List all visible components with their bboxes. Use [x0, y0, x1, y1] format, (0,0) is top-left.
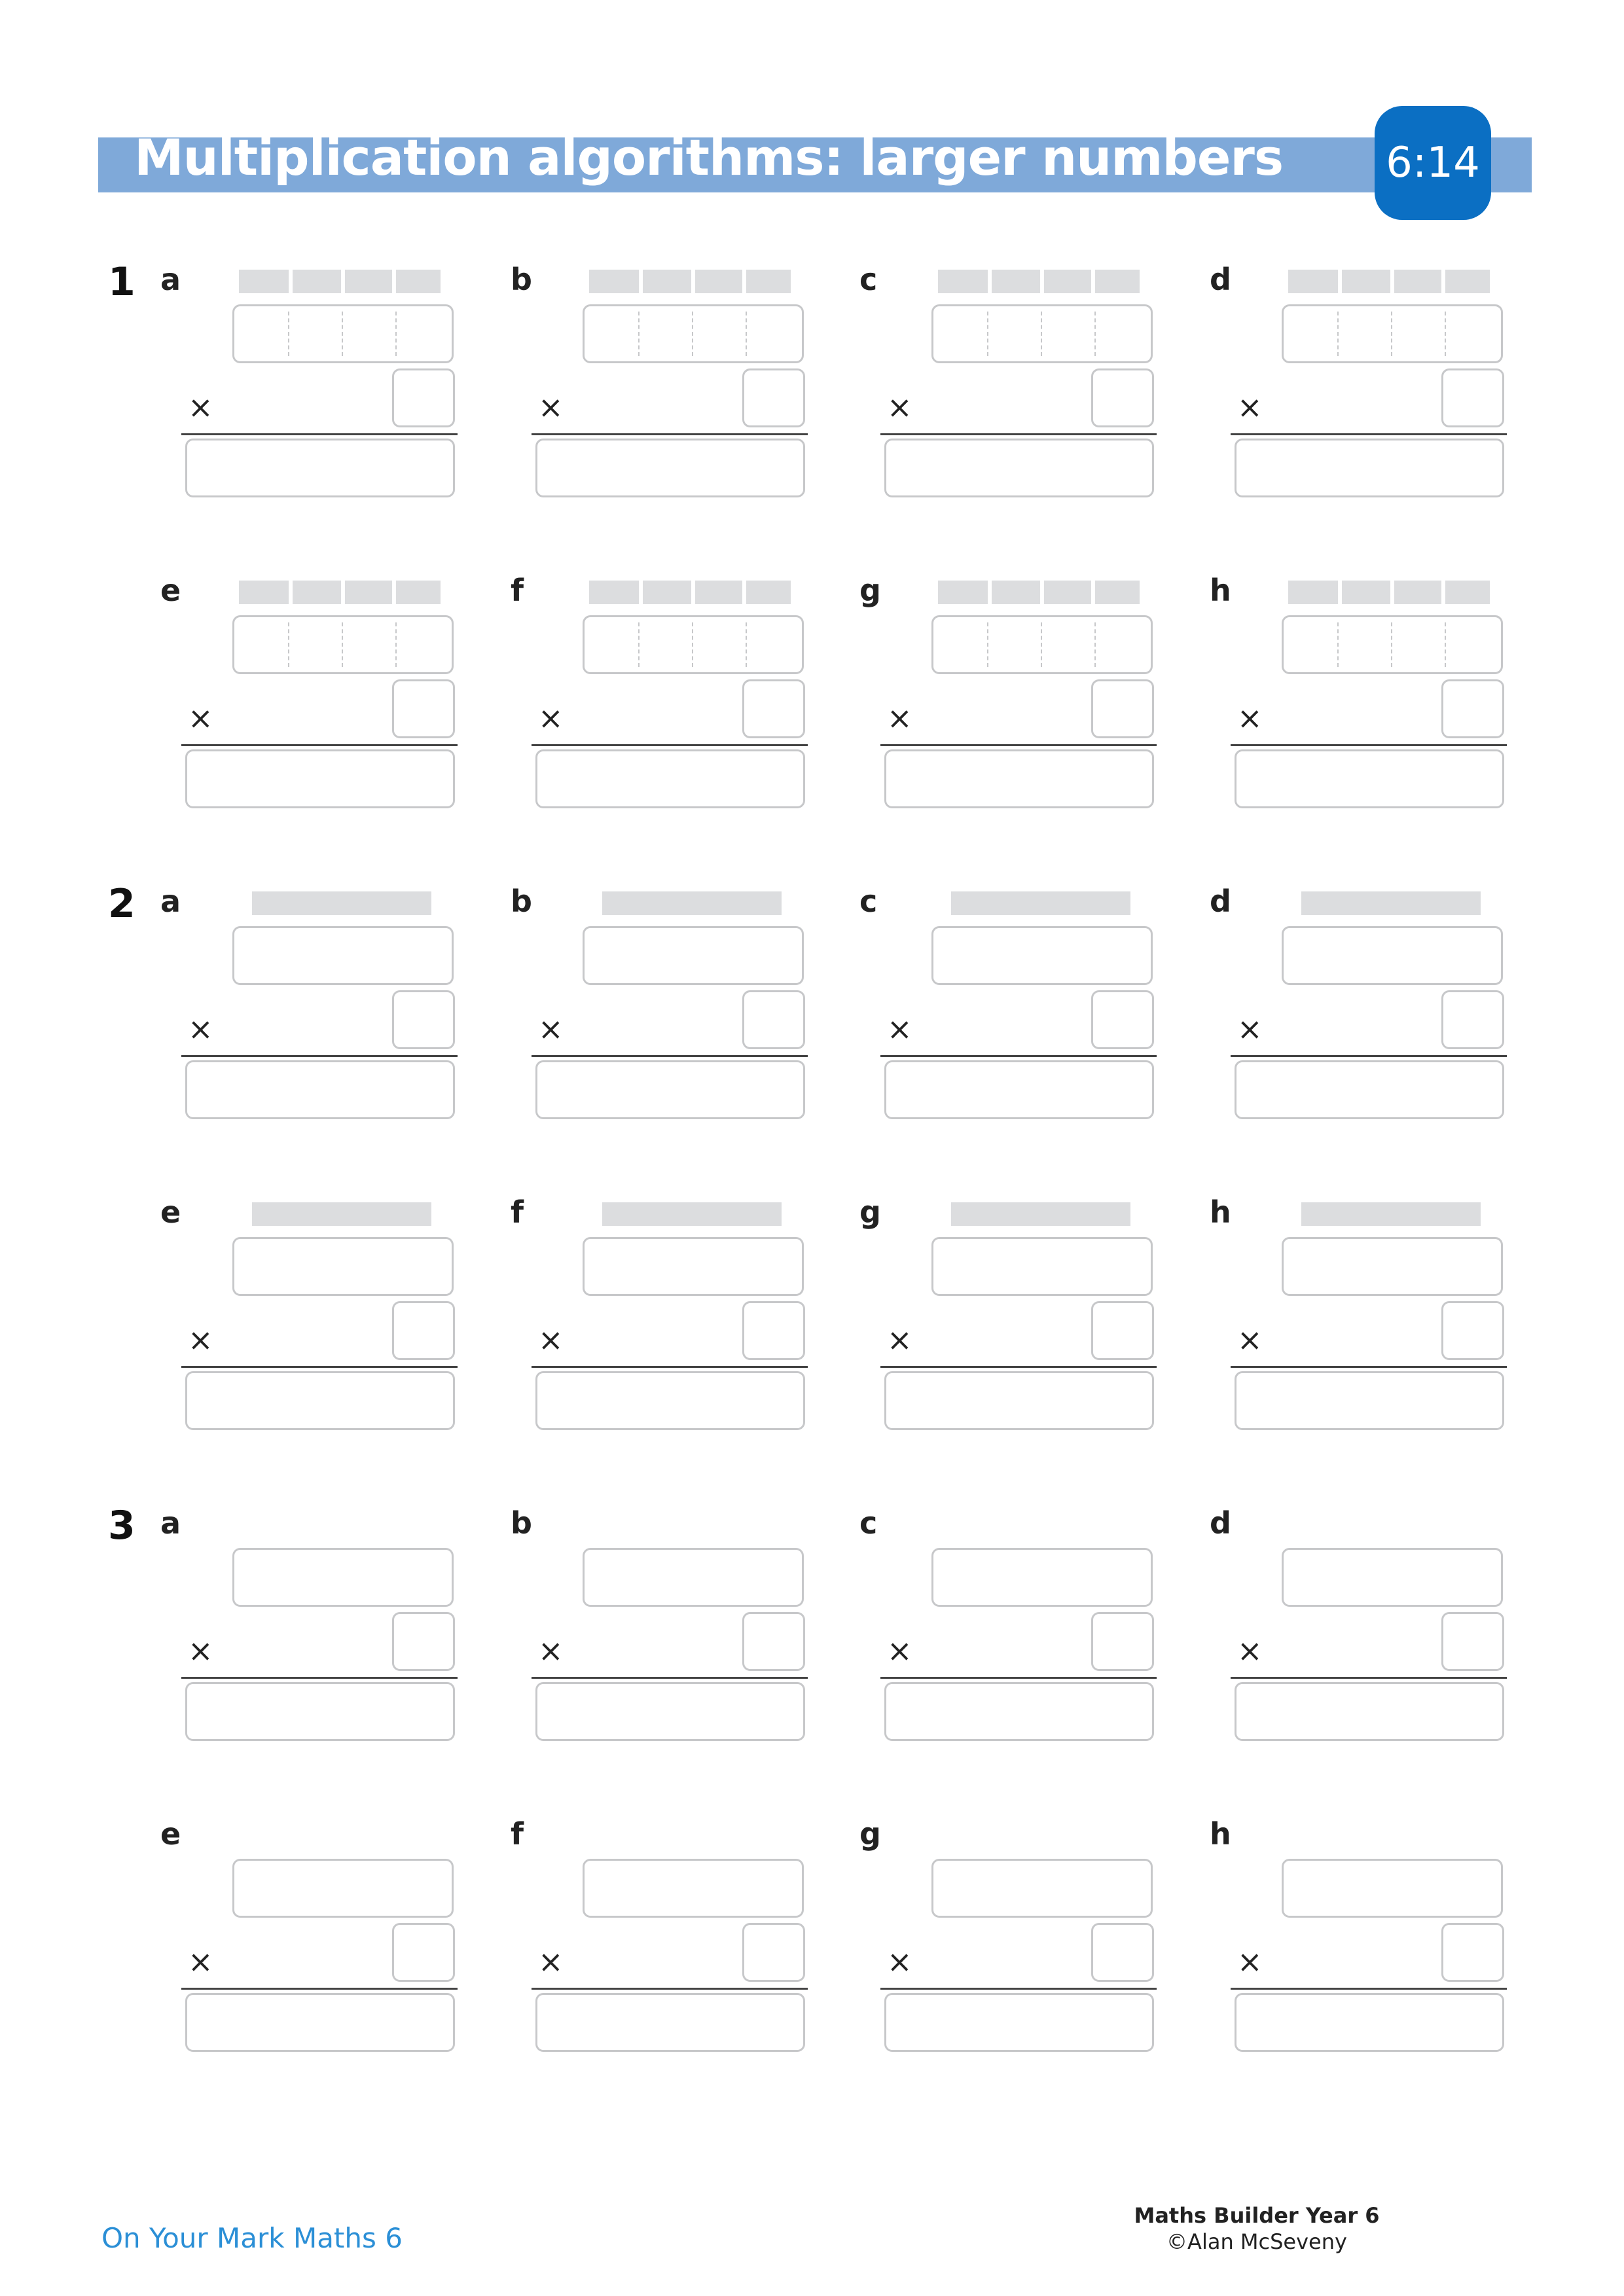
problem-letter: d — [1210, 1505, 1231, 1541]
times-sign: × — [538, 1944, 564, 1979]
answer-box[interactable] — [1235, 749, 1504, 808]
answer-line — [1231, 433, 1507, 435]
times-sign: × — [188, 1322, 213, 1357]
multiplier-box[interactable] — [1091, 368, 1154, 427]
answer-box[interactable] — [535, 439, 805, 497]
carry-divider — [341, 270, 345, 293]
problem-letter: b — [511, 1505, 532, 1541]
carry-divider — [392, 270, 396, 293]
problem-letter: a — [160, 884, 181, 919]
carry-row — [1301, 1202, 1481, 1226]
answer-line — [532, 744, 808, 746]
problem-1g — [859, 573, 1174, 821]
answer-line — [880, 433, 1157, 435]
problem-2a — [160, 884, 475, 1132]
digit-column-divider — [746, 622, 747, 667]
question-number: 1 — [108, 259, 135, 305]
times-sign: × — [538, 1011, 564, 1047]
problem-3a — [160, 1505, 475, 1754]
multiplicand-box[interactable] — [583, 304, 804, 363]
problem-1f — [511, 573, 825, 821]
answer-line — [181, 1988, 458, 1990]
carry-divider — [1091, 581, 1095, 604]
carry-divider — [1441, 270, 1445, 293]
digit-column-divider — [288, 622, 289, 667]
multiplicand-box[interactable] — [931, 926, 1153, 985]
multiplicand-box[interactable] — [583, 926, 804, 985]
carry-row — [1301, 891, 1481, 915]
times-sign: × — [188, 389, 213, 425]
times-sign: × — [887, 1944, 912, 1979]
carry-row — [239, 581, 441, 604]
multiplier-box[interactable] — [392, 1301, 455, 1360]
carry-divider — [988, 270, 992, 293]
problem-1h — [1210, 573, 1524, 821]
answer-box[interactable] — [535, 1371, 805, 1430]
carry-row — [602, 1202, 782, 1226]
problem-3h — [1210, 1816, 1524, 2065]
problem-1e — [160, 573, 475, 821]
multiplicand-box[interactable] — [232, 615, 454, 674]
multiplicand-box[interactable] — [1282, 1859, 1503, 1918]
times-sign: × — [1237, 700, 1263, 736]
section-badge — [1375, 106, 1491, 220]
multiplicand-box[interactable] — [931, 1859, 1153, 1918]
answer-line — [880, 1055, 1157, 1057]
carry-row — [938, 581, 1140, 604]
times-sign: × — [887, 1633, 912, 1668]
digit-column-divider — [692, 622, 693, 667]
multiplicand-box[interactable] — [583, 1859, 804, 1918]
digit-column-divider — [1445, 622, 1446, 667]
multiplicand-box[interactable] — [931, 1237, 1153, 1296]
answer-box[interactable] — [535, 1993, 805, 2052]
problem-1c — [859, 262, 1174, 511]
footer-book-title: Maths Builder Year 6 — [1134, 2203, 1380, 2228]
problem-letter: h — [1210, 573, 1231, 608]
multiplier-box[interactable] — [392, 679, 455, 738]
times-sign: × — [538, 700, 564, 736]
carry-divider — [289, 270, 293, 293]
problem-letter: d — [1210, 262, 1231, 297]
multiplier-box[interactable] — [1091, 1923, 1154, 1982]
answer-box[interactable] — [884, 1682, 1154, 1741]
times-sign: × — [188, 1944, 213, 1979]
answer-line — [181, 1055, 458, 1057]
multiplier-box[interactable] — [1441, 679, 1504, 738]
carry-row — [1288, 270, 1490, 293]
answer-line — [181, 433, 458, 435]
answer-box[interactable] — [1235, 1993, 1504, 2052]
multiplier-box[interactable] — [1441, 990, 1504, 1049]
multiplicand-box[interactable] — [232, 1548, 454, 1607]
answer-line — [1231, 744, 1507, 746]
multiplicand-box[interactable] — [1282, 615, 1503, 674]
digit-column-divider — [1445, 312, 1446, 356]
digit-column-divider — [288, 312, 289, 356]
carry-divider — [742, 581, 746, 604]
problem-3d — [1210, 1505, 1524, 1754]
digit-column-divider — [638, 312, 640, 356]
multiplicand-box[interactable] — [232, 304, 454, 363]
answer-line — [880, 744, 1157, 746]
answer-box[interactable] — [185, 1682, 455, 1741]
answer-box[interactable] — [884, 749, 1154, 808]
problem-2e — [160, 1194, 475, 1443]
times-sign: × — [887, 1011, 912, 1047]
problem-2c — [859, 884, 1174, 1132]
carry-row — [239, 270, 441, 293]
multiplier-box[interactable] — [1441, 1923, 1504, 1982]
problem-letter: b — [511, 262, 532, 297]
multiplier-box[interactable] — [1441, 1301, 1504, 1360]
multiplicand-box[interactable] — [1282, 926, 1503, 985]
multiplicand-box[interactable] — [931, 615, 1153, 674]
multiplicand-box[interactable] — [232, 926, 454, 985]
answer-line — [532, 1366, 808, 1368]
answer-line — [532, 1677, 808, 1679]
digit-column-divider — [1094, 312, 1096, 356]
multiplicand-box[interactable] — [232, 1859, 454, 1918]
problem-letter: h — [1210, 1816, 1231, 1852]
answer-box[interactable] — [1235, 439, 1504, 497]
carry-divider — [341, 581, 345, 604]
problem-2b — [511, 884, 825, 1132]
carry-divider — [1040, 581, 1044, 604]
digit-column-divider — [342, 622, 343, 667]
problem-1b — [511, 262, 825, 511]
answer-box[interactable] — [884, 1371, 1154, 1430]
times-sign: × — [538, 1633, 564, 1668]
answer-box[interactable] — [1235, 1682, 1504, 1741]
answer-line — [1231, 1366, 1507, 1368]
carry-row — [589, 270, 791, 293]
digit-column-divider — [1337, 622, 1339, 667]
carry-divider — [1091, 270, 1095, 293]
digit-column-divider — [1337, 312, 1339, 356]
answer-line — [532, 433, 808, 435]
carry-divider — [691, 270, 695, 293]
answer-line — [181, 1677, 458, 1679]
digit-column-divider — [638, 622, 640, 667]
problem-letter: f — [511, 1816, 524, 1852]
answer-box[interactable] — [185, 749, 455, 808]
problem-letter: c — [859, 884, 878, 919]
question-number: 2 — [108, 881, 135, 927]
answer-box[interactable] — [185, 1060, 455, 1119]
answer-box[interactable] — [535, 749, 805, 808]
problem-letter: g — [859, 1194, 881, 1230]
problem-letter: f — [511, 1194, 524, 1230]
carry-divider — [1441, 581, 1445, 604]
multiplier-box[interactable] — [1441, 368, 1504, 427]
multiplier-box[interactable] — [392, 990, 455, 1049]
multiplicand-box[interactable] — [583, 1237, 804, 1296]
carry-divider — [691, 581, 695, 604]
carry-row — [951, 891, 1130, 915]
multiplier-box[interactable] — [392, 1612, 455, 1671]
answer-line — [880, 1988, 1157, 1990]
digit-column-divider — [692, 312, 693, 356]
digit-column-divider — [1041, 622, 1042, 667]
carry-row — [589, 581, 791, 604]
multiplicand-box[interactable] — [583, 1548, 804, 1607]
problem-3f — [511, 1816, 825, 2065]
multiplier-box[interactable] — [742, 1612, 805, 1671]
answer-box[interactable] — [884, 1060, 1154, 1119]
times-sign: × — [887, 389, 912, 425]
multiplier-box[interactable] — [742, 368, 805, 427]
carry-row — [951, 1202, 1130, 1226]
footer-copyright: ©Alan McSeveny — [1166, 2229, 1347, 2254]
carry-divider — [988, 581, 992, 604]
carry-row — [1288, 581, 1490, 604]
multiplicand-box[interactable] — [583, 615, 804, 674]
problem-2f — [511, 1194, 825, 1443]
multiplicand-box[interactable] — [1282, 1237, 1503, 1296]
multiplier-box[interactable] — [742, 1923, 805, 1982]
problem-2h — [1210, 1194, 1524, 1443]
answer-line — [880, 1677, 1157, 1679]
answer-line — [532, 1055, 808, 1057]
answer-box[interactable] — [884, 1993, 1154, 2052]
problem-letter: f — [511, 573, 524, 608]
carry-divider — [1390, 270, 1394, 293]
times-sign: × — [1237, 1322, 1263, 1357]
multiplier-box[interactable] — [392, 1923, 455, 1982]
problem-letter: a — [160, 262, 181, 297]
footer-series-title: On Your Mark Maths 6 — [101, 2222, 403, 2254]
digit-column-divider — [1391, 622, 1392, 667]
problem-3g — [859, 1816, 1174, 2065]
times-sign: × — [188, 1011, 213, 1047]
digit-column-divider — [342, 312, 343, 356]
times-sign: × — [887, 1322, 912, 1357]
problem-3b — [511, 1505, 825, 1754]
problem-letter: e — [160, 1194, 181, 1230]
problem-3e — [160, 1816, 475, 2065]
problem-letter: c — [859, 262, 878, 297]
problem-2g — [859, 1194, 1174, 1443]
problem-letter: d — [1210, 884, 1231, 919]
multiplier-box[interactable] — [742, 679, 805, 738]
multiplier-box[interactable] — [1441, 1612, 1504, 1671]
answer-box[interactable] — [1235, 1060, 1504, 1119]
multiplier-box[interactable] — [1091, 990, 1154, 1049]
multiplier-box[interactable] — [742, 1301, 805, 1360]
times-sign: × — [1237, 1633, 1263, 1668]
carry-divider — [1390, 581, 1394, 604]
answer-line — [181, 744, 458, 746]
answer-line — [1231, 1055, 1507, 1057]
problem-letter: e — [160, 1816, 181, 1852]
problem-1d — [1210, 262, 1524, 511]
times-sign: × — [1237, 1011, 1263, 1047]
problem-1a — [160, 262, 475, 511]
carry-row — [938, 270, 1140, 293]
digit-column-divider — [395, 312, 397, 356]
multiplier-box[interactable] — [1091, 1301, 1154, 1360]
answer-box[interactable] — [1235, 1371, 1504, 1430]
multiplier-box[interactable] — [1091, 679, 1154, 738]
answer-box[interactable] — [884, 439, 1154, 497]
answer-box[interactable] — [535, 1682, 805, 1741]
digit-column-divider — [1391, 312, 1392, 356]
carry-divider — [392, 581, 396, 604]
problem-letter: b — [511, 884, 532, 919]
multiplicand-box[interactable] — [1282, 304, 1503, 363]
question-number: 3 — [108, 1503, 135, 1549]
problem-letter: e — [160, 573, 181, 608]
multiplicand-box[interactable] — [1282, 1548, 1503, 1607]
page-title: Multiplication algorithms: larger numbers — [134, 128, 1284, 187]
carry-divider — [1338, 581, 1342, 604]
footer-credits — [1113, 2202, 1401, 2255]
problem-3c — [859, 1505, 1174, 1754]
answer-line — [880, 1366, 1157, 1368]
digit-column-divider — [395, 622, 397, 667]
times-sign: × — [1237, 389, 1263, 425]
carry-divider — [639, 270, 643, 293]
digit-column-divider — [1094, 622, 1096, 667]
answer-box[interactable] — [185, 1993, 455, 2052]
answer-line — [181, 1366, 458, 1368]
digit-column-divider — [746, 312, 747, 356]
answer-line — [532, 1988, 808, 1990]
digit-column-divider — [987, 312, 988, 356]
carry-row — [252, 1202, 431, 1226]
multiplier-box[interactable] — [742, 990, 805, 1049]
answer-box[interactable] — [185, 439, 455, 497]
carry-row — [602, 891, 782, 915]
carry-row — [252, 891, 431, 915]
times-sign: × — [188, 1633, 213, 1668]
times-sign: × — [887, 700, 912, 736]
multiplicand-box[interactable] — [232, 1237, 454, 1296]
problem-letter: g — [859, 1816, 881, 1852]
digit-column-divider — [987, 622, 988, 667]
times-sign: × — [538, 1322, 564, 1357]
problem-letter: a — [160, 1505, 181, 1541]
carry-divider — [289, 581, 293, 604]
problem-letter: h — [1210, 1194, 1231, 1230]
carry-divider — [1338, 270, 1342, 293]
answer-line — [1231, 1988, 1507, 1990]
section-badge-text: 6:14 — [1386, 139, 1480, 187]
carry-divider — [742, 270, 746, 293]
carry-divider — [639, 581, 643, 604]
answer-box[interactable] — [185, 1371, 455, 1430]
problem-letter: g — [859, 573, 881, 608]
multiplier-box[interactable] — [392, 368, 455, 427]
carry-divider — [1040, 270, 1044, 293]
multiplicand-box[interactable] — [931, 1548, 1153, 1607]
times-sign: × — [538, 389, 564, 425]
times-sign: × — [1237, 1944, 1263, 1979]
answer-line — [1231, 1677, 1507, 1679]
multiplier-box[interactable] — [1091, 1612, 1154, 1671]
answer-box[interactable] — [535, 1060, 805, 1119]
problem-letter: c — [859, 1505, 878, 1541]
multiplicand-box[interactable] — [931, 304, 1153, 363]
digit-column-divider — [1041, 312, 1042, 356]
problem-2d — [1210, 884, 1524, 1132]
times-sign: × — [188, 700, 213, 736]
